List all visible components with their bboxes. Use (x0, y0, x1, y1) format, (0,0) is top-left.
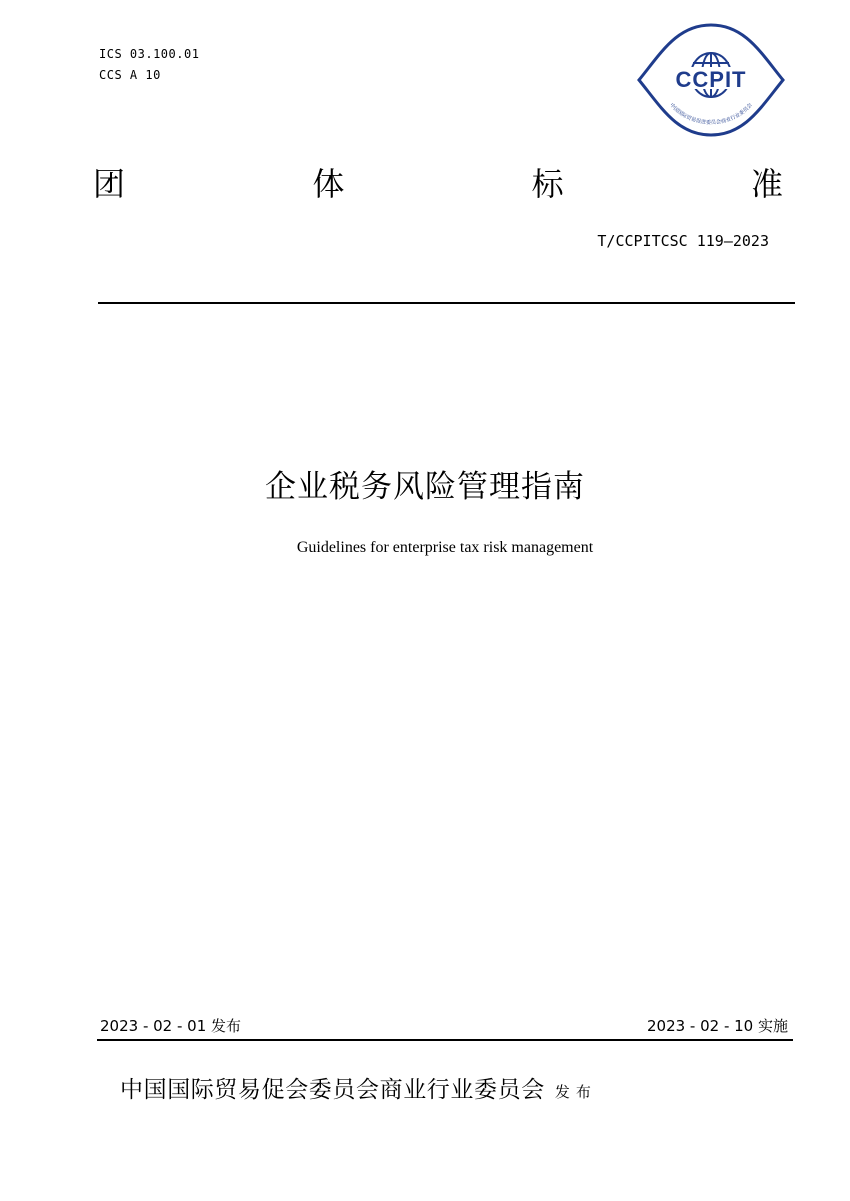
issue-date: 2023 - 02 - 01 发布 (100, 1017, 242, 1035)
implementation-date: 2023 - 02 - 10 实施 (646, 1017, 788, 1035)
logo-ring-text: 中国国际贸易促进委员会商业行业委员会 (668, 102, 754, 127)
ccs-code: CCS A 10 (99, 68, 161, 82)
classification-codes (99, 44, 199, 86)
bottom-divider (97, 1039, 793, 1041)
title-chinese: 企业税务风险管理指南 (265, 469, 585, 505)
title-english: Guidelines for enterprise tax risk management (296, 539, 594, 556)
standard-type-char: 标 (531, 165, 564, 203)
publisher-organization: 中国国际贸易促会委员会商业行业委员会 (120, 1077, 545, 1103)
standard-number: T/CCPITCSC 119—2023 (597, 232, 769, 250)
standard-type (93, 164, 783, 204)
ics-code: ICS 03.100.01 (99, 47, 200, 61)
standard-type-char: 团 (93, 165, 126, 203)
top-divider (98, 302, 795, 304)
publish-action: 发布 (554, 1083, 597, 1101)
standard-type-char: 准 (750, 165, 783, 203)
ccpit-logo (637, 23, 785, 137)
standard-type-char: 体 (312, 165, 345, 203)
logo-brand-text: CCPIT (675, 67, 747, 92)
publisher-line (120, 1074, 597, 1106)
